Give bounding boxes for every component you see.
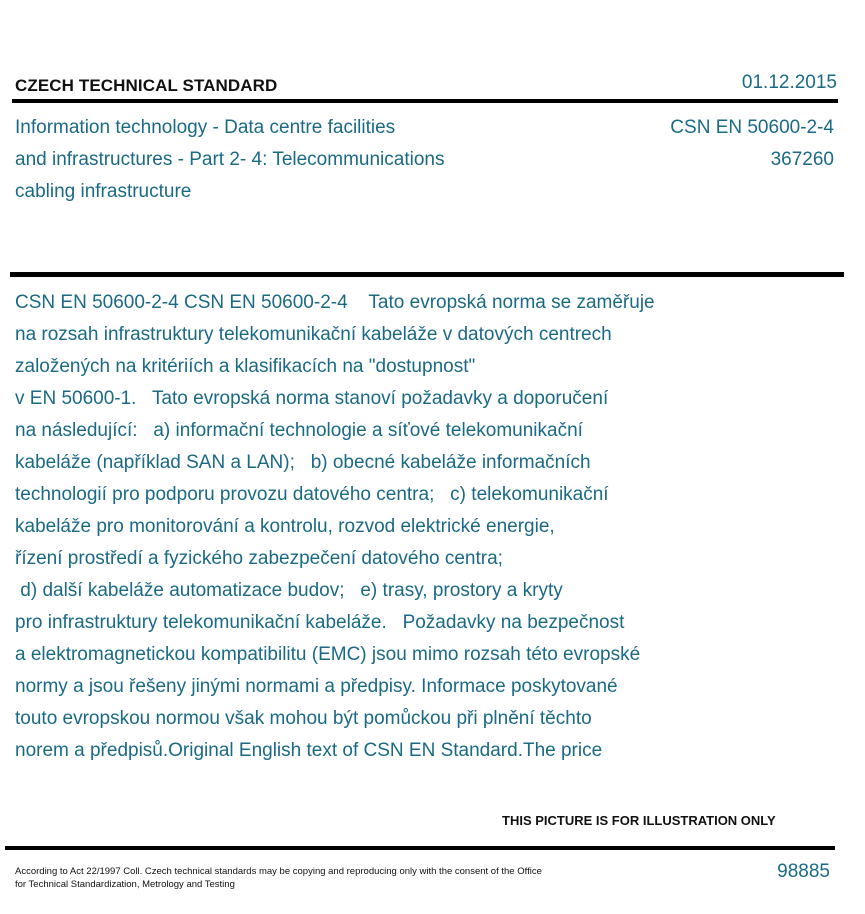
illustration-notice: THIS PICTURE IS FOR ILLUSTRATION ONLY xyxy=(502,813,776,828)
abstract-line: a elektromagnetickou kompatibilitu (EMC) jsou mimo rozsah této evropské xyxy=(15,644,641,665)
abstract-line: řízení prostředí a fyzického zabezpečení datového centra; xyxy=(15,548,503,569)
standard-title-line-2: and infrastructures - Part 2- 4: Telecommunications xyxy=(15,149,445,170)
standard-title-line-3: cabling infrastructure xyxy=(15,181,192,202)
abstract-line: založených na kritériích a klasifikacích na "dostupnost" xyxy=(15,356,476,377)
legal-notice xyxy=(15,865,595,891)
abstract-line: v EN 50600-1. Tato evropská norma stanoví požadavky a doporučení xyxy=(15,388,609,409)
abstract-line: touto evropskou normou však mohou být pomůckou při plnění těchto xyxy=(15,708,592,729)
standard-title-line-1: Information technology - Data centre facilities xyxy=(15,117,396,138)
abstract-line: pro infrastruktury telekomunikační kabeláže. Požadavky na bezpečnost xyxy=(15,612,625,633)
legal-notice-line-2: for Technical Standardization, Metrology and Testing xyxy=(15,879,235,890)
abstract-line: kabeláže pro monitorování a kontrolu, rozvod elektrické energie, xyxy=(15,516,555,537)
abstract-line: d) další kabeláže automatizace budov; e) trasy, prostory a kryty xyxy=(15,580,563,601)
abstract-line: kabeláže (například SAN a LAN); b) obecné kabeláže informačních xyxy=(15,452,591,473)
standard-type-label: CZECH TECHNICAL STANDARD xyxy=(15,76,278,95)
abstract-line: na rozsah infrastruktury telekomunikační kabeláže v datových centrech xyxy=(15,324,612,345)
abstract-line: CSN EN 50600-2-4 CSN EN 50600-2-4 Tato evropská norma se zaměřuje xyxy=(15,292,655,313)
document-id-number: 98885 xyxy=(777,861,830,882)
title-divider xyxy=(10,272,844,277)
abstract-line: normy a jsou řešeny jinými normami a předpisy. Informace poskytované xyxy=(15,676,618,697)
standard-number: CSN EN 50600-2-4 xyxy=(670,117,834,138)
abstract-line: na následující: a) informační technologie a síťové telekomunikační xyxy=(15,420,583,441)
abstract-line: norem a předpisů.Original English text of CSN EN Standard.The price xyxy=(15,740,603,761)
abstract-line: technologií pro podporu provozu datového centra; c) telekomunikační xyxy=(15,484,609,505)
footer-divider xyxy=(5,846,835,850)
header-divider xyxy=(12,99,838,103)
legal-notice-line-1: According to Act 22/1997 Coll. Czech technical standards may be copying and reproducing only with the consent of the Office xyxy=(15,866,542,877)
catalog-number: 367260 xyxy=(770,149,834,170)
standard-date: 01.12.2015 xyxy=(741,72,837,93)
